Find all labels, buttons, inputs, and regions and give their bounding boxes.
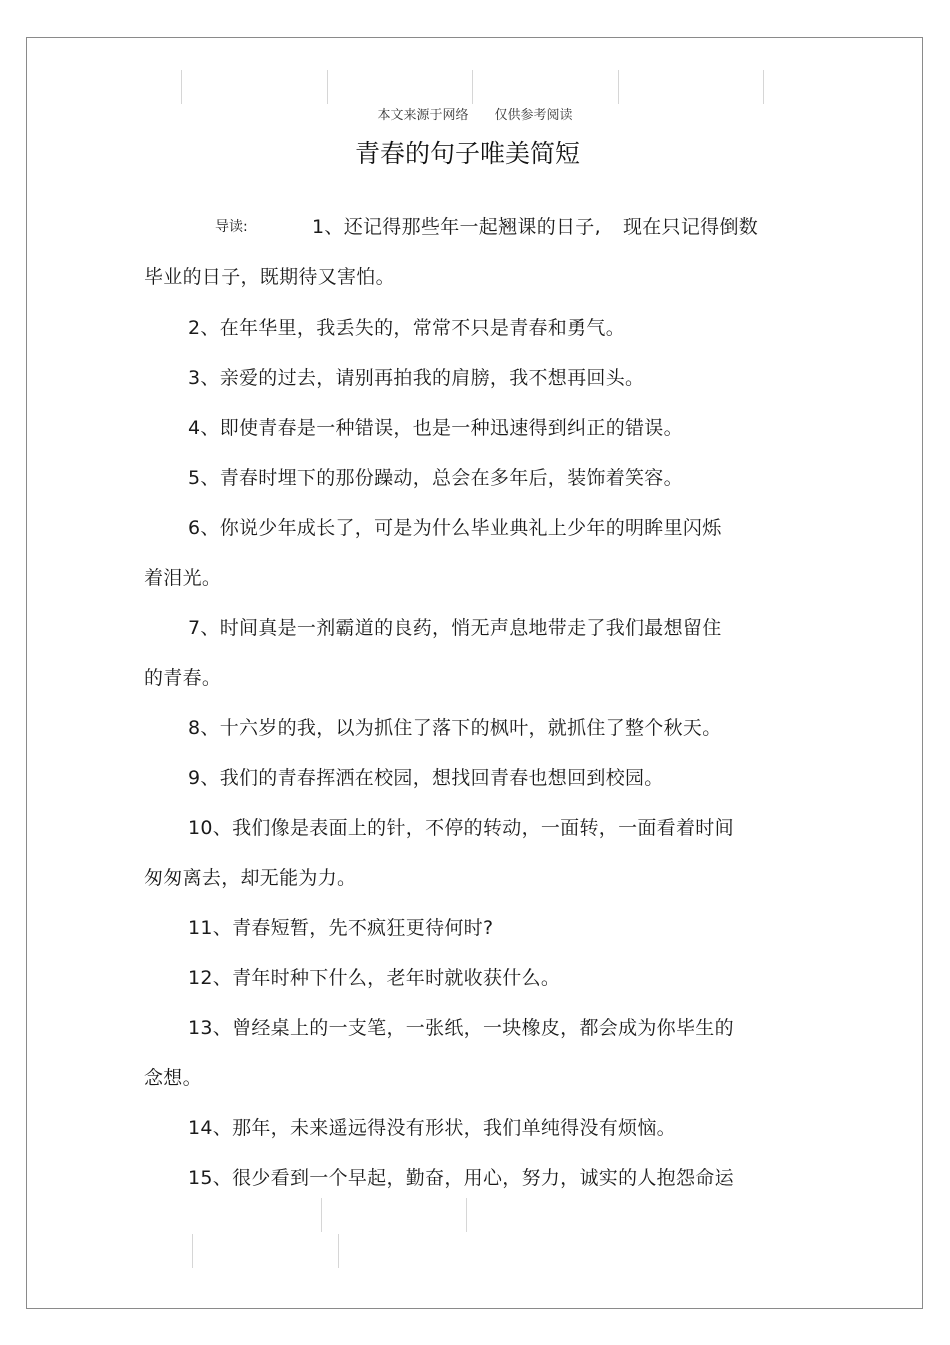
scan-mark [618, 70, 619, 104]
scan-mark [181, 70, 182, 104]
header-note [0, 104, 950, 123]
sentence-12: 12、青年时种下什么，老年时就收获什么。 [188, 967, 561, 989]
sentence-8: 8、十六岁的我，以为抓住了落下的枫叶，就抓住了整个秋天。 [188, 717, 722, 739]
sentence-13-cont: 念想。 [144, 1067, 202, 1089]
document-title: 青春的句子唯美简短 [354, 139, 580, 168]
sentence-7: 7、时间真是一剂霸道的良药，悄无声息地带走了我们最想留住 [188, 617, 722, 639]
sentence-10: 10、我们像是表面上的针，不停的转动，一面转，一面看着时间 [188, 817, 734, 839]
sentence-3: 3、亲爱的过去，请别再拍我的肩膀，我不想再回头。 [188, 367, 645, 389]
lead-text-1: 1、还记得那些年一起翘课的日子, [312, 216, 601, 238]
sentence-6-cont: 着泪光。 [144, 567, 222, 589]
reference-note: 仅供参考阅读 [494, 108, 573, 123]
scan-mark [466, 1198, 467, 1232]
sentence-14: 14、那年，未来遥远得没有形状，我们单纯得没有烦恼。 [188, 1117, 676, 1139]
sentence-6: 6、你说少年成长了，可是为什么毕业典礼上少年的明眸里闪烁 [188, 517, 722, 539]
scan-mark [338, 1234, 339, 1268]
sentence-2: 2、在年华里，我丢失的，常常不只是青春和勇气。 [188, 317, 625, 339]
lead-text-2: 现在只记得倒数 [622, 216, 759, 238]
scan-mark [321, 1198, 322, 1232]
source-note: 本文来源于网络 [377, 108, 469, 123]
sentence-9: 9、我们的青春挥洒在校园，想找回青春也想回到校园。 [188, 767, 664, 789]
sentence-11: 11、青春短暂，先不疯狂更待何时? [188, 917, 494, 939]
sentence-5: 5、青春时埋下的那份躁动，总会在多年后，装饰着笑容。 [188, 467, 683, 489]
sentence-4: 4、即使青春是一种错误，也是一种迅速得到纠正的错误。 [188, 417, 683, 439]
sentence-15: 15、很少看到一个早起，勤奋，用心，努力，诚实的人抱怨命运 [188, 1167, 734, 1189]
lead-label: 导读: [215, 219, 248, 235]
sentence-7-cont: 的青春。 [144, 667, 222, 689]
scan-mark [327, 70, 328, 104]
scan-mark [763, 70, 764, 104]
sentence-13: 13、曾经桌上的一支笔，一张纸，一块橡皮，都会成为你毕生的 [188, 1017, 734, 1039]
lead-line-2: 毕业的日子，既期待又害怕。 [144, 266, 395, 288]
scan-mark [472, 70, 473, 104]
lead-line-1 [0, 212, 950, 239]
sentence-10-cont: 匆匆离去，却无能为力。 [144, 867, 357, 889]
scan-mark [192, 1234, 193, 1268]
